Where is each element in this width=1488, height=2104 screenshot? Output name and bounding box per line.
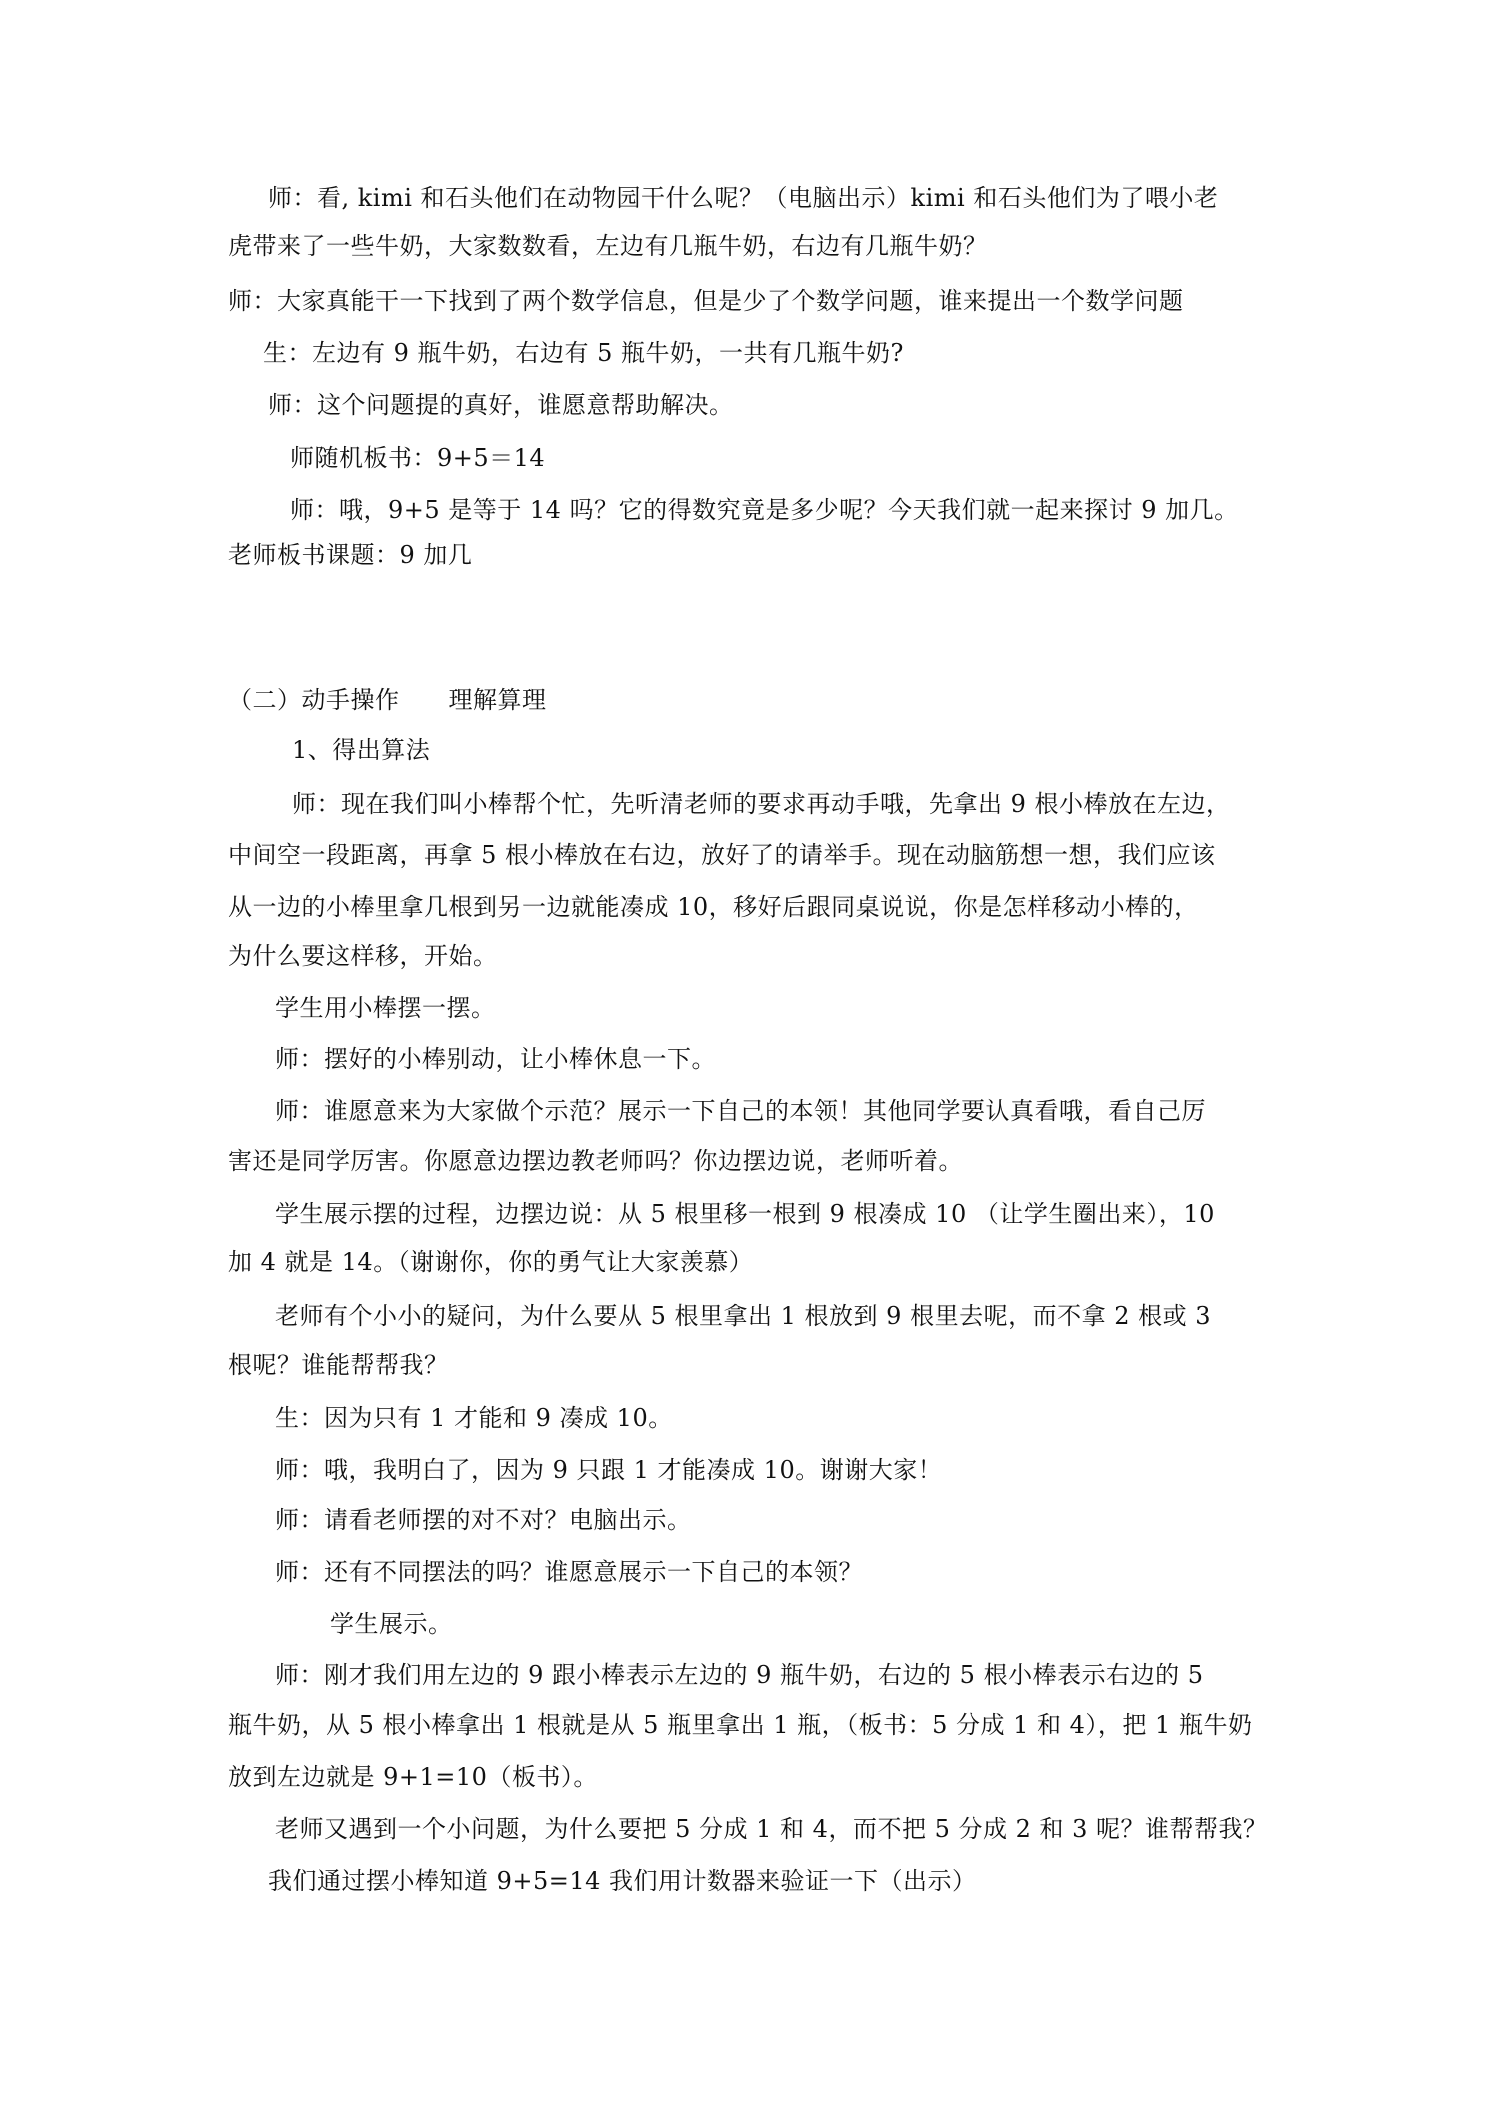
paragraph-line: 师：大家真能干一下找到了两个数学信息，但是少了个数学问题，谁来提出一个数学问题	[228, 287, 1184, 315]
paragraph-line: 师：摆好的小棒别动，让小棒休息一下。	[275, 1045, 716, 1073]
paragraph-line: 师：看, kimi 和石头他们在动物园干什么呢？（电脑出示）kimi 和石头他们为了喂小老	[268, 184, 1219, 212]
paragraph-line: 放到左边就是 9+1=10（板书）。	[228, 1763, 598, 1791]
section-heading: （二）动手操作 理解算理	[228, 686, 547, 714]
paragraph-line: 师：哦，9+5 是等于 14 吗？它的得数究竟是多少呢？今天我们就一起来探讨 9 加几。	[290, 496, 1239, 524]
paragraph-line: 虎带来了一些牛奶，大家数数看，左边有几瓶牛奶，右边有几瓶牛奶？	[228, 232, 988, 260]
paragraph-line: 师：哦，我明白了，因为 9 只跟 1 才能凑成 10。谢谢大家！	[275, 1456, 943, 1484]
paragraph-line: 害还是同学厉害。你愿意边摆边教老师吗？你边摆边说，老师听着。	[228, 1147, 963, 1175]
subsection-heading: 1、得出算法	[292, 736, 431, 764]
paragraph-line: 生：因为只有 1 才能和 9 凑成 10。	[275, 1404, 673, 1432]
paragraph-line: 我们通过摆小棒知道 9+5=14 我们用计数器来验证一下（出示）	[268, 1867, 977, 1895]
paragraph-line: 师：谁愿意来为大家做个示范？展示一下自己的本领！其他同学要认真看哦，看自己厉	[275, 1097, 1206, 1125]
paragraph-line: 中间空一段距离，再拿 5 根小棒放在右边，放好了的请举手。现在动脑筋想一想，我们应该	[228, 841, 1216, 869]
paragraph-line: 师：请看老师摆的对不对？电脑出示。	[275, 1506, 692, 1534]
paragraph-line: 师：刚才我们用左边的 9 跟小棒表示左边的 9 瓶牛奶，右边的 5 根小棒表示右边的 5	[275, 1661, 1204, 1689]
paragraph-line: 师：还有不同摆法的吗？谁愿意展示一下自己的本领？	[275, 1558, 863, 1586]
paragraph-line: 学生展示摆的过程，边摆边说：从 5 根里移一根到 9 根凑成 10 （让学生圈出来），10	[275, 1200, 1215, 1228]
paragraph-line: 生：左边有 9 瓶牛奶，右边有 5 瓶牛奶，一共有几瓶牛奶?	[263, 339, 904, 367]
paragraph-line: 根呢？谁能帮帮我？	[228, 1351, 449, 1379]
paragraph-line: 加 4 就是 14。（谢谢你，你的勇气让大家羡慕）	[228, 1248, 754, 1276]
paragraph-line: 老师又遇到一个小问题，为什么要把 5 分成 1 和 4，而不把 5 分成 2 和 3 呢？谁帮帮我？	[275, 1815, 1268, 1843]
paragraph-line: 老师有个小小的疑问，为什么要从 5 根里拿出 1 根放到 9 根里去呢，而不拿 2 根或 3	[275, 1302, 1212, 1330]
paragraph-line: 师：这个问题提的真好，谁愿意帮助解决。	[268, 391, 734, 419]
paragraph-line: 为什么要这样移，开始。	[228, 942, 498, 970]
paragraph-line: 从一边的小棒里拿几根到另一边就能凑成 10，移好后跟同桌说说，你是怎样移动小棒的，	[228, 893, 1199, 921]
paragraph-line: 师随机板书：9+5＝14	[290, 444, 546, 472]
paragraph-line: 学生展示。	[330, 1610, 453, 1638]
paragraph-line: 老师板书课题：9 加几	[228, 541, 473, 569]
paragraph-line: 瓶牛奶，从 5 根小棒拿出 1 根就是从 5 瓶里拿出 1 瓶，（板书：5 分成 1 和 4），把 1 瓶牛奶	[228, 1711, 1253, 1739]
paragraph-line: 师：现在我们叫小棒帮个忙，先听清老师的要求再动手哦，先拿出 9 根小棒放在左边，	[292, 790, 1231, 818]
paragraph-line: 学生用小棒摆一摆。	[275, 994, 496, 1022]
